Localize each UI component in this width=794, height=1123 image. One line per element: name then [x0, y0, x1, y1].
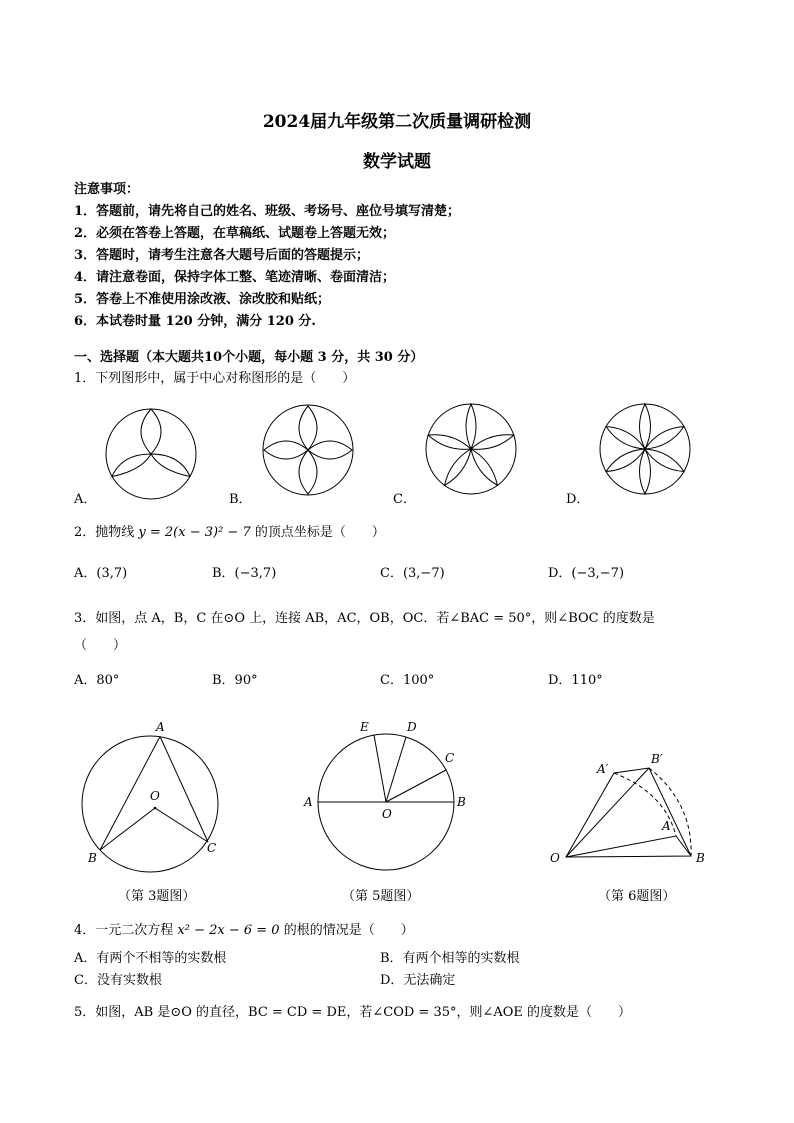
q1-option-c: C． [393, 492, 416, 507]
q1-option-b: B． [229, 492, 252, 507]
q4-option-a: A．有两个不相等的实数根 [74, 951, 227, 966]
fig5-label-a: A [304, 795, 313, 809]
figure-6-caption: （第 6题图） [598, 889, 676, 904]
fig3-label-b: B [88, 851, 97, 865]
q1-figure-d [598, 402, 692, 496]
q1-option-d: D． [566, 492, 590, 507]
question-4-stem [74, 923, 414, 939]
q2-option-d: D．(−3,−7) [548, 566, 625, 581]
figure-5 [300, 716, 480, 876]
note-item: 3．答题时，请考生注意各大题号后面的答题提示； [74, 248, 370, 263]
fig5-label-o: O [382, 807, 392, 821]
q4-option-d: D．无法确定 [380, 973, 456, 988]
notes-heading: 注意事项： [74, 182, 140, 197]
fig5-label-b: B [457, 795, 466, 809]
q3-option-d: D．110° [548, 673, 603, 688]
q2-option-a: A．(3,7) [74, 566, 128, 581]
question-2-stem [74, 525, 385, 541]
q4-expression: x² − 2x − 6 = 0 [177, 923, 280, 938]
q3-option-b: B．90° [212, 673, 258, 688]
section-heading: 一、选择题（本大题共10个小题，每小题 3 分，共 30 分） [74, 350, 424, 365]
page-subtitle: 数学试题 [363, 152, 431, 172]
fig6-label-a-prime: A′ [597, 762, 609, 776]
q3-option-c: C．100° [380, 673, 435, 688]
fig5-label-e: E [360, 720, 369, 734]
q4-stem-post: 的根的情况是（ ） [279, 923, 414, 938]
fig6-label-b-prime: B′ [651, 752, 663, 766]
q2-stem-post: 的顶点坐标是（ ） [250, 525, 385, 540]
q2-option-c: C．(3,−7) [380, 566, 445, 581]
note-item: 1．答题前，请先将自己的姓名、班级、考场号、座位号填写清楚； [74, 204, 461, 219]
note-item: 4．请注意卷面，保持字体工整、笔迹清晰、卷面清洁； [74, 270, 396, 285]
page-title: 2024届九年级第二次质量调研检测 [262, 112, 532, 132]
q2-option-b: B．(−3,7) [212, 566, 277, 581]
question-1-stem: 1．下列图形中，属于中心对称图形的是（ ） [74, 371, 356, 386]
q4-option-c: C．没有实数根 [74, 973, 162, 988]
q4-stem-pre: 4．一元二次方程 [74, 923, 178, 938]
question-3-stem-cont: （ ） [74, 638, 127, 653]
figure-6 [545, 748, 715, 876]
note-item: 2．必须在答卷上答题，在草稿纸、试题卷上答题无效； [74, 226, 396, 241]
q1-figure-a [104, 407, 198, 501]
fig5-label-d: D [407, 720, 417, 734]
note-item: 6．本试卷时量 120 分钟，满分 120 分. [74, 314, 316, 329]
fig3-label-a: A [156, 720, 165, 734]
fig5-label-c: C [445, 751, 455, 765]
note-item: 5．答卷上不准使用涂改液、涂改胶和贴纸； [74, 292, 331, 307]
q1-option-a: A． [74, 492, 97, 507]
q2-stem-pre: 2．抛物线 [74, 525, 139, 540]
q1-figure-b [262, 404, 354, 496]
figure-3 [70, 716, 240, 876]
fig6-label-o: O [550, 851, 560, 865]
figure-5-caption: （第 5题图） [342, 889, 420, 904]
question-5-stem: 5．如图，AB 是⊙O 的直径，BC = CD = DE，若∠COD = 35°，则∠AOE 的度数是（ ） [74, 1005, 632, 1020]
fig6-label-b: B [696, 851, 705, 865]
fig3-label-o: O [150, 789, 160, 803]
figure-3-caption: （第 3题图） [118, 889, 196, 904]
fig3-label-c: C [207, 841, 217, 855]
q1-figure-c [424, 402, 518, 496]
q2-expression: y = 2(x − 3)² − 7 [138, 525, 251, 540]
fig6-label-a: A [662, 819, 671, 833]
q3-option-a: A．80° [74, 673, 120, 688]
q4-option-b: B．有两个相等的实数根 [380, 951, 520, 966]
question-3-stem: 3．如图，点 A，B，C 在⊙O 上，连接 AB，AC，OB，OC．若∠BAC = 50°，则∠BOC 的度数是 [74, 611, 655, 626]
